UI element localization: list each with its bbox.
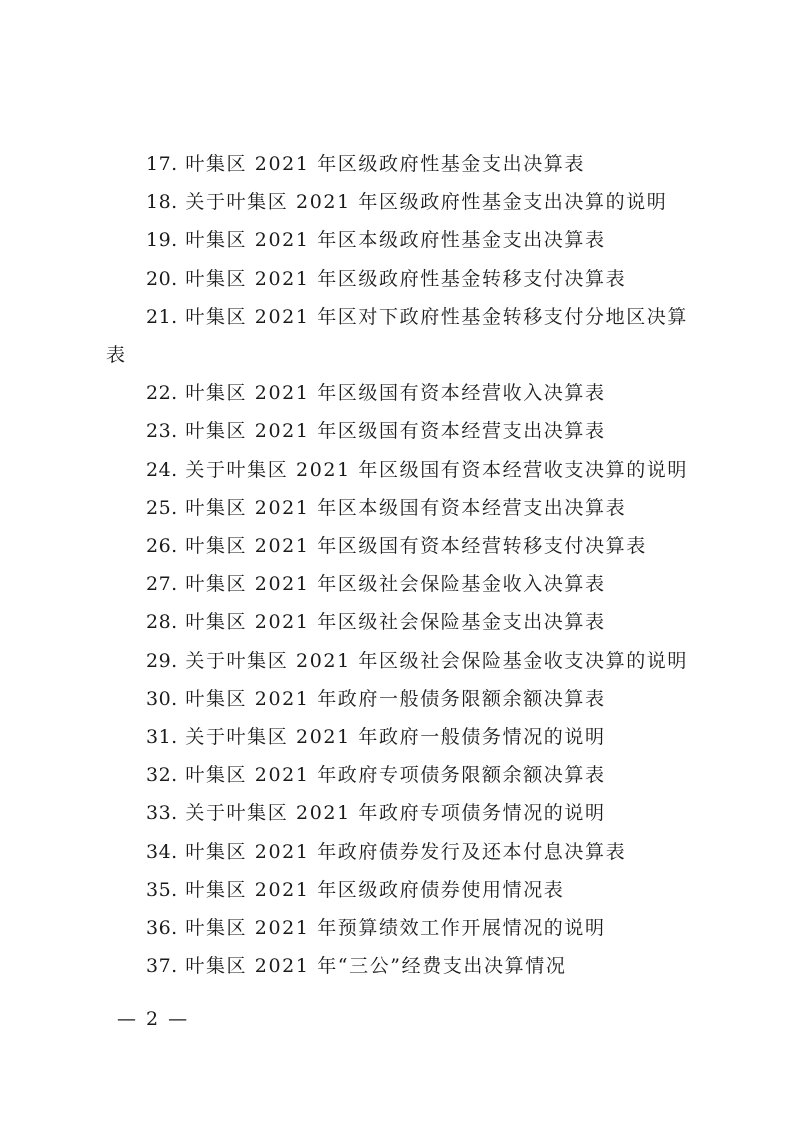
- toc-item-title: 叶集区 2021 年区级政府性基金转移支付决算表: [185, 267, 627, 290]
- toc-item-30: [106, 680, 706, 718]
- toc-item-number: 19.: [146, 229, 178, 252]
- toc-item-title: 叶集区 2021 年区本级政府性基金支出决算表: [185, 229, 606, 252]
- toc-item-number: 28.: [146, 611, 178, 634]
- toc-item-34: [106, 833, 706, 871]
- toc-item-title: 叶集区 2021 年区本级国有资本经营支出决算表: [185, 496, 627, 519]
- toc-item-35: [106, 871, 706, 909]
- toc-item-31: [106, 718, 706, 756]
- toc-item-number: 36.: [146, 917, 178, 940]
- toc-item-number: 34.: [146, 840, 178, 863]
- toc-item-33: [106, 794, 706, 832]
- toc-item-number: 31.: [146, 726, 178, 749]
- toc-item-19: [106, 221, 706, 259]
- toc-item-number: 22.: [146, 382, 178, 405]
- toc-item-29: [106, 642, 706, 680]
- toc-item-title: 关于叶集区 2021 年区级国有资本经营收支决算的说明: [185, 458, 688, 481]
- toc-item-title: 叶集区 2021 年区级国有资本经营支出决算表: [185, 420, 606, 443]
- toc-item-title: 叶集区 2021 年区对下政府性基金转移支付分地区决算表: [106, 305, 688, 367]
- toc-item-number: 23.: [146, 420, 178, 443]
- toc-item-number: 25.: [146, 496, 178, 519]
- toc-item-28: [106, 603, 706, 641]
- toc-item-title: 关于叶集区 2021 年政府专项债务情况的说明: [185, 802, 606, 825]
- toc-item-title: 叶集区 2021 年区级国有资本经营收入决算表: [185, 382, 606, 405]
- toc-item-title: 叶集区 2021 年区级政府债券使用情况表: [185, 878, 565, 901]
- toc-item-title: 叶集区 2021 年政府债券发行及还本付息决算表: [185, 840, 627, 863]
- toc-item-36: [106, 909, 706, 947]
- toc-item-22: [106, 374, 706, 412]
- toc-item-26: [106, 527, 706, 565]
- toc-item-number: 27.: [146, 573, 178, 596]
- toc-item-number: 33.: [146, 802, 178, 825]
- toc-item-title: 关于叶集区 2021 年政府一般债务情况的说明: [185, 726, 606, 749]
- toc-item-title: 叶集区 2021 年预算绩效工作开展情况的说明: [185, 917, 606, 940]
- toc-item-20: [106, 260, 706, 298]
- toc-item-title: 叶集区 2021 年区级社会保险基金收入决算表: [185, 573, 606, 596]
- toc-item-title: 关于叶集区 2021 年区级社会保险基金收支决算的说明: [185, 649, 688, 672]
- toc-item-37: [106, 947, 706, 985]
- toc-item-title: 叶集区 2021 年区级国有资本经营转移支付决算表: [185, 535, 647, 558]
- toc-item-title: 叶集区 2021 年政府专项债务限额余额决算表: [185, 764, 606, 787]
- toc-item-number: 37.: [146, 955, 178, 978]
- toc-item-23: [106, 412, 706, 450]
- toc-item-title: 叶集区 2021 年“三公”经费支出决算情况: [185, 955, 567, 978]
- toc-item-number: 26.: [146, 535, 178, 558]
- toc-item-number: 35.: [146, 878, 178, 901]
- toc-item-number: 32.: [146, 764, 178, 787]
- toc-item-17: [106, 145, 706, 183]
- toc-item-number: 30.: [146, 687, 178, 710]
- toc-item-title: 叶集区 2021 年区级社会保险基金支出决算表: [185, 611, 606, 634]
- toc-item-32: [106, 756, 706, 794]
- toc-item-25: [106, 489, 706, 527]
- toc-item-24: [106, 451, 706, 489]
- table-of-contents: [106, 145, 706, 985]
- toc-item-number: 18.: [146, 191, 178, 214]
- toc-item-title: 叶集区 2021 年政府一般债务限额余额决算表: [185, 687, 606, 710]
- toc-item-number: 29.: [146, 649, 178, 672]
- toc-item-18: [106, 183, 706, 221]
- toc-item-number: 24.: [146, 458, 178, 481]
- page-number: — 2 —: [117, 1008, 190, 1030]
- toc-item-21: [106, 298, 706, 374]
- toc-item-number: 21.: [146, 305, 178, 328]
- toc-item-title: 关于叶集区 2021 年区级政府性基金支出决算的说明: [185, 191, 668, 214]
- toc-item-number: 20.: [146, 267, 178, 290]
- toc-item-title: 叶集区 2021 年区级政府性基金支出决算表: [185, 153, 585, 175]
- toc-item-number: 17.: [146, 153, 178, 175]
- toc-item-27: [106, 565, 706, 603]
